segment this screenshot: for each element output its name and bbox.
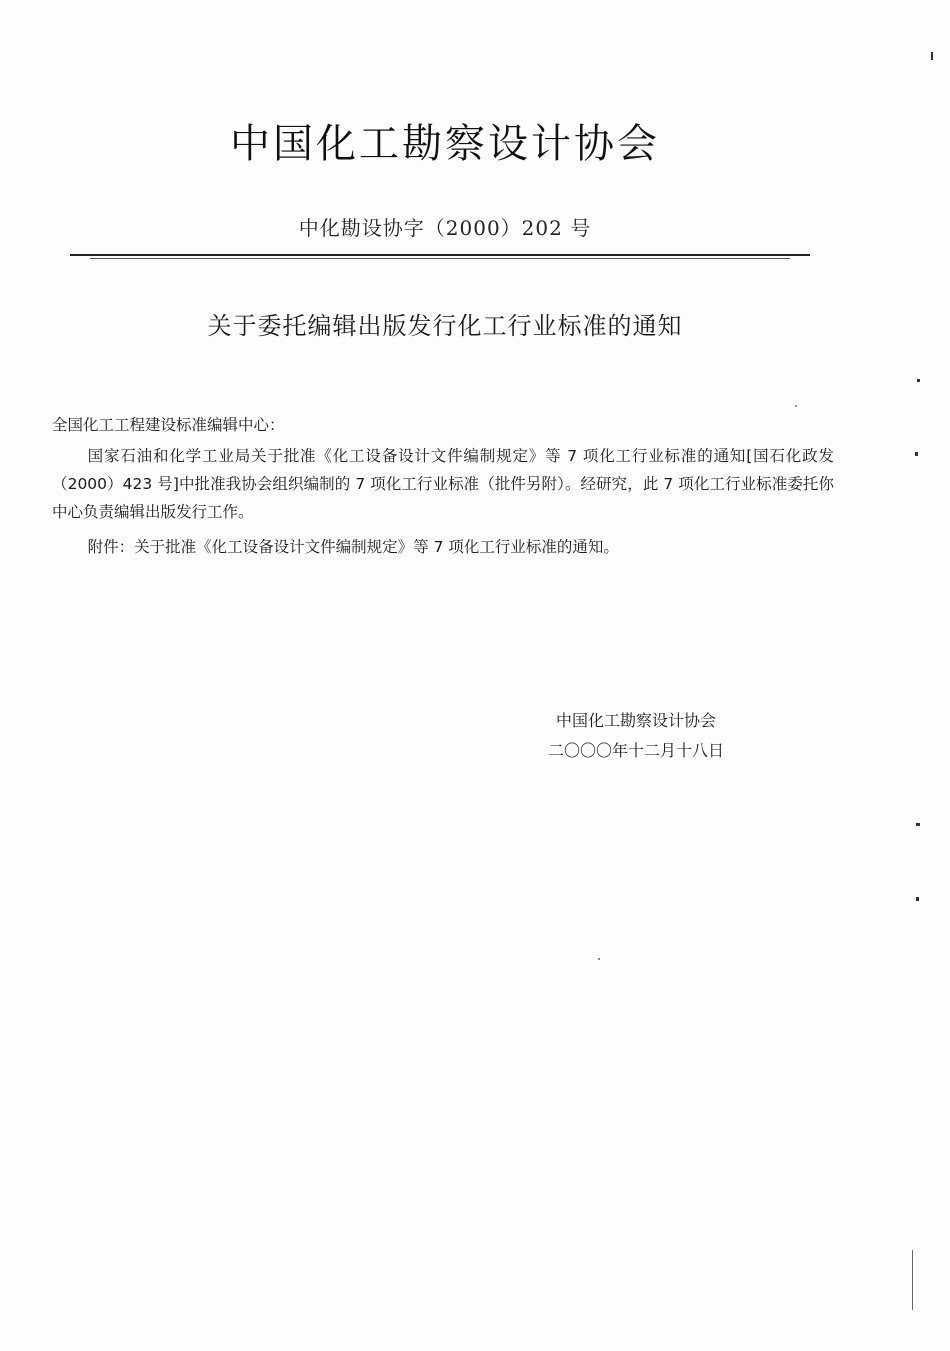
scan-speck bbox=[795, 405, 797, 407]
scan-speck bbox=[916, 897, 919, 901]
organization-title: 中国化工勘察设计协会 bbox=[230, 121, 660, 167]
signature-date: 二〇〇〇年十二月十八日 bbox=[548, 741, 725, 760]
header-rule-thin bbox=[90, 258, 790, 259]
body-paragraph: 国家石油和化学工业局关于批准《化工设备设计文件编制规定》等 7 项化工行业标准的通知[国石化政发（2000）423 号]中批准我协会组织编制的 7 项化工行业标准（批件另附）。经研究，此 7 项化工行业标准委托你中心负责编辑出版发行工作。 bbox=[52, 447, 834, 521]
signature-organization: 中国化工勘察设计协会 bbox=[556, 711, 717, 730]
scan-speck bbox=[598, 958, 600, 960]
scan-speck bbox=[931, 52, 933, 60]
signature-block bbox=[548, 706, 724, 766]
scan-speck bbox=[916, 823, 920, 826]
salutation: 全国化工工程建设标准编辑中心： bbox=[52, 416, 285, 434]
scan-speck bbox=[917, 379, 920, 382]
scan-speck bbox=[912, 1250, 913, 1310]
scan-speck bbox=[915, 452, 918, 456]
attachment-line: 附件：关于批准《化工设备设计文件编制规定》等 7 项化工行业标准的通知。 bbox=[87, 538, 619, 556]
notice-title: 关于委托编辑出版发行化工行业标准的通知 bbox=[207, 312, 683, 340]
document-number: 中化勘设协字（2000）202 号 bbox=[298, 216, 592, 240]
header-rule bbox=[70, 254, 810, 256]
